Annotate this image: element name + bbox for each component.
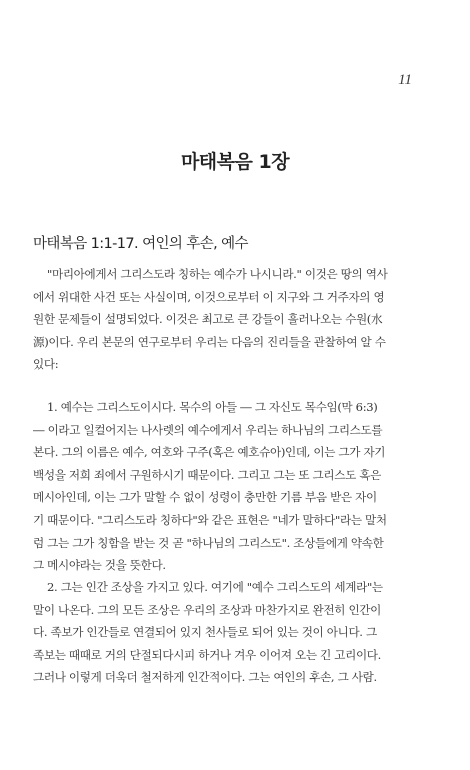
text-line: 다. 족보가 인간들로 연결되어 있지 천사들로 되어 있는 것이 아니다. 그 [33,625,377,640]
text-line: 그 메시야라는 것을 뜻한다. [33,558,166,573]
text-line: 백성을 저희 죄에서 구원하시기 때문이다. 그리고 그는 또 그리스도 혹은 [33,467,381,482]
text-line: 에서 위대한 사건 또는 사실이며, 이것으로부터 이 지구와 그 거주자의 영 [33,289,385,304]
text-line: 럼 그는 그가 칭함을 받는 것 곧 "하나님의 그리스도". 조상들에게 약속한 [33,535,384,550]
text-line: 원한 문제들이 설명되었다. 이것은 최고로 큰 강들이 흘러나오는 수원(水 [33,312,383,327]
paragraph-intro [33,263,433,376]
text-line: 源)이다. 우리 본문의 연구로부터 우리는 다음의 진리들을 관찰하여 알 수 [33,334,386,349]
text-line: ― 이라고 일컬어지는 나사렛의 예수에게서 우리는 하나님의 그리스도를 [33,422,383,437]
page-number: 11 [398,72,412,88]
text-line: 본다. 그의 이름은 예수, 여호와 구주(혹은 예호슈아)인데, 이는 그가 자기 [33,445,386,460]
text-line: 1. 예수는 그리스도이시다. 목수의 아들 ― 그 자신도 목수임(막 6:3) [47,400,378,414]
text-line: 메시아인데, 이는 그가 말할 수 없이 성령이 충만한 기름 부음 받은 자이 [33,490,377,505]
text-line: 기 때문이다. "그리스도라 칭하다"와 같은 표현은 "네가 말하다"라는 말처 [33,512,387,527]
text-line: 말이 나온다. 그의 모든 조상은 우리의 조상과 마찬가지로 완전히 인간이 [33,602,381,617]
section-heading: 마태복음 1:1-17. 여인의 후손, 예수 [33,236,248,252]
paragraph-point-2 [33,576,433,689]
text-line: 족보는 때때로 거의 단절되다시피 하거나 겨우 이어져 오는 긴 고리이다. [33,647,381,662]
paragraph-point-1 [33,396,433,577]
text-line: 2. 그는 인간 조상을 가지고 있다. 여기에 "예수 그리스도의 세계라"는 [47,580,383,594]
text-line: "마리아에게서 그리스도라 칭하는 예수가 나시니라." 이것은 땅의 역사 [47,267,388,281]
text-line: 그러나 이렇게 더욱더 철저하게 인간적이다. 그는 여인의 후손, 그 사람. [33,670,377,685]
text-line: 있다: [33,357,59,372]
chapter-title: 마태복음 1장 [180,151,290,173]
